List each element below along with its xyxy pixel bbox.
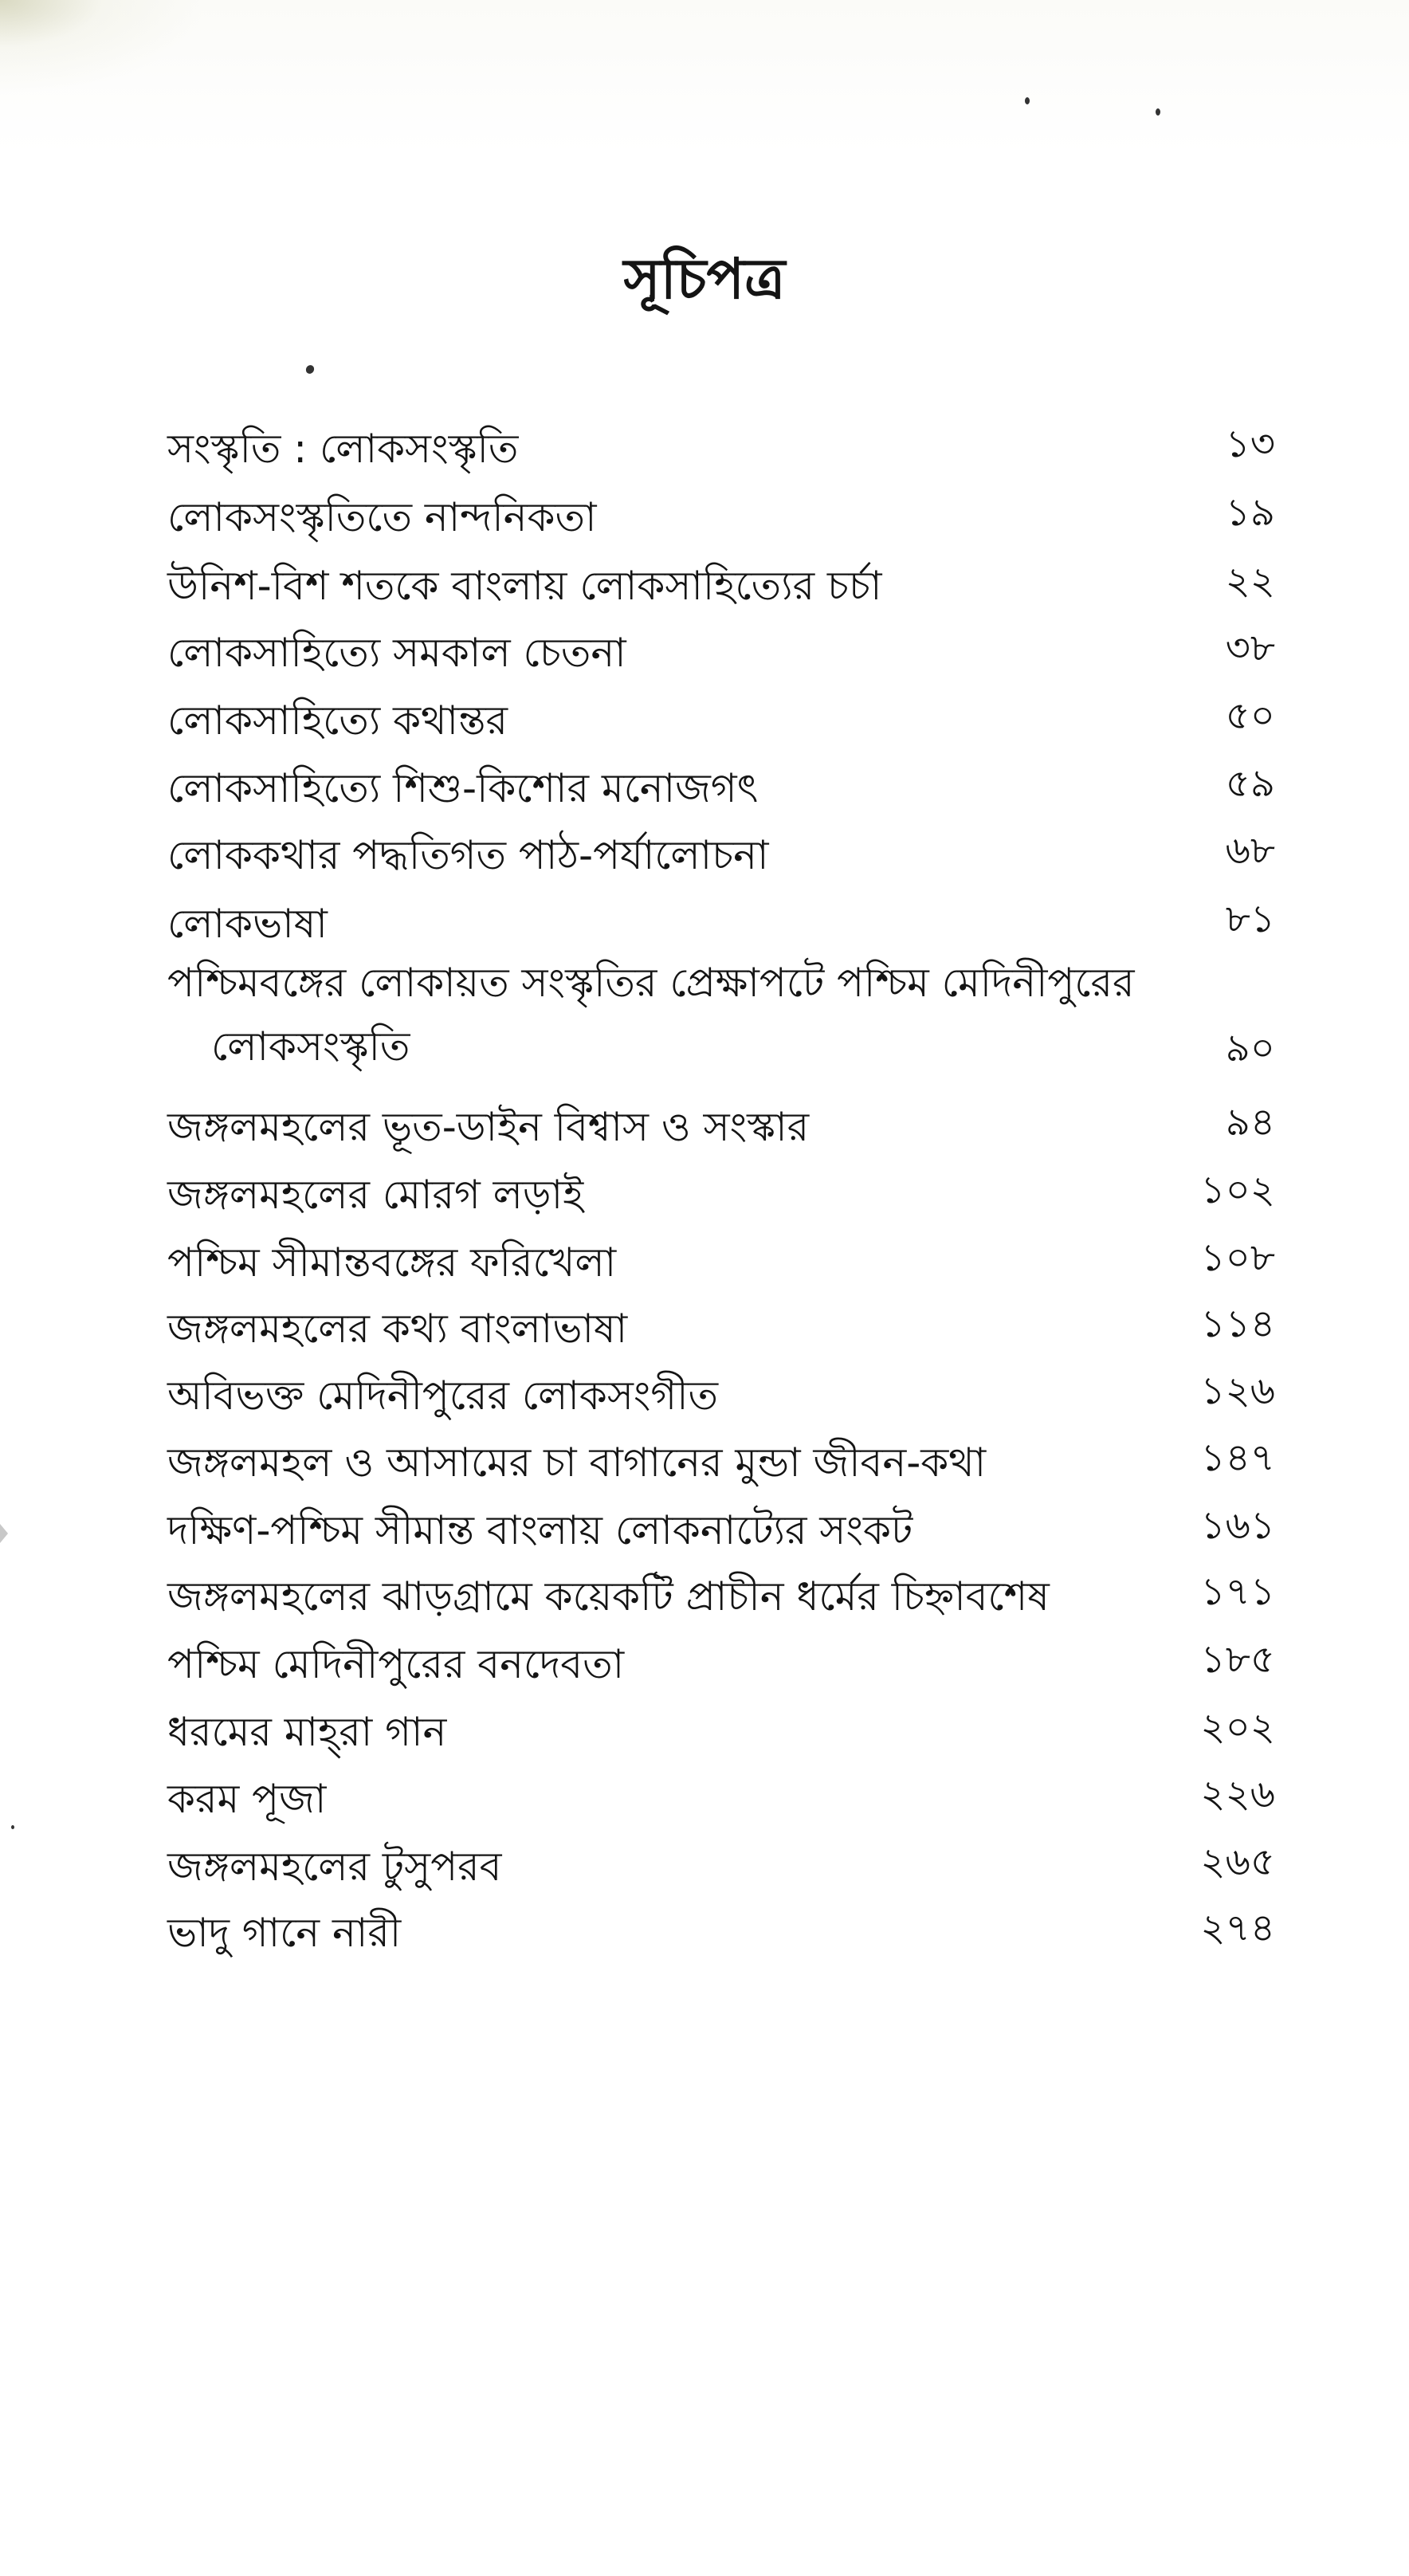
toc-entry-title: লোকভাষা <box>167 901 328 947</box>
toc-entry-page: ১৬১ <box>1200 1503 1275 1548</box>
toc-entry-title: লোকসাহিত্যে শিশু-কিশোর মনোজগৎ <box>167 765 759 811</box>
toc-entry-page: ১৭১ <box>1200 1569 1275 1614</box>
toc-entry-title-line-2: লোকসংস্কৃতি <box>211 1023 410 1070</box>
toc-entry <box>159 750 1275 814</box>
toc-entry-page: ২২ <box>1225 559 1275 603</box>
toc-entry-title <box>167 951 1134 1078</box>
toc-entry-page: ৮১ <box>1225 897 1275 941</box>
toc-entry <box>159 1357 1275 1421</box>
toc-entry-page: ১১৪ <box>1200 1302 1275 1346</box>
toc-entry-title: পশ্চিম মেদিনীপুরের বনদেবতা <box>167 1641 625 1687</box>
toc-entry-title: জঙ্গলমহল ও আসামের চা বাগানের মুন্ডা জীবন-কথা <box>167 1439 987 1486</box>
toc-entry <box>159 548 1275 611</box>
toc-entry-title: জঙ্গলমহলের কথ্য বাংলাভাষা <box>167 1306 628 1352</box>
toc-entry-title: লোকসংস্কৃতিতে নান্দনিকতা <box>167 494 597 540</box>
toc-entry <box>159 1290 1275 1354</box>
toc-entry-page: ১৪৭ <box>1200 1435 1275 1480</box>
toc-entry-page: ২২৬ <box>1200 1772 1275 1816</box>
toc-entry-page: ১০২ <box>1200 1168 1275 1212</box>
toc-entry-page: ১৮৫ <box>1200 1637 1275 1682</box>
toc-entry-page: ১০৮ <box>1200 1235 1275 1280</box>
toc-entry-title: জঙ্গলমহলের মোরগ লড়াই <box>167 1172 584 1218</box>
toc-entry <box>159 886 1275 949</box>
toc-entry-title: দক্ষিণ-পশ্চিম সীমান্ত বাংলায় লোকনাট্যের সংকট <box>167 1507 913 1553</box>
toc-entry-title-line-1: পশ্চিমবঙ্গের লোকায়ত সংস্কৃতির প্রেক্ষাপটে পশ্চিম মেদিনীপুরের <box>167 960 1135 1006</box>
toc-entry-title: লোককথার পদ্ধতিগত পাঠ-পর্যালোচনা <box>167 832 769 878</box>
toc-entry-title: ভাদু গানে নারী <box>167 1910 402 1956</box>
toc-entry <box>159 817 1275 881</box>
toc-entry <box>159 951 1275 1078</box>
toc-entry-page: ৬৮ <box>1225 828 1275 873</box>
toc-entry <box>159 615 1275 678</box>
toc-entry-title: পশ্চিম সীমান্তবঙ্গের ফরিখেলা <box>167 1239 617 1286</box>
toc-entry <box>159 479 1275 543</box>
toc-entry-title: জঙ্গলমহলের ঝাড়গ্রামে কয়েকটি প্রাচীন ধর্মের চিহ্নাবশেষ <box>167 1573 1050 1620</box>
toc-entry <box>159 1694 1275 1757</box>
toc-entry-page: ৯০ <box>1225 1026 1275 1070</box>
toc-entry-page: ৩৮ <box>1225 626 1275 670</box>
toc-entry-title: উনিশ-বিশ শতকে বাংলায় লোকসাহিত্যের চর্চা <box>167 563 882 609</box>
toc-entry-title: জঙ্গলমহলের ভূত-ডাইন বিশ্বাস ও সংস্কার <box>167 1104 810 1150</box>
toc-entry <box>159 1156 1275 1220</box>
toc-entry-title: লোকসাহিত্যে কথান্তর <box>167 697 508 744</box>
toc-entry <box>159 682 1275 746</box>
page-title: সূচিপত্র <box>623 246 786 312</box>
toc-entry <box>159 1558 1275 1622</box>
toc-entry-page: ১৩ <box>1225 422 1275 466</box>
toc-entry-title: করম পূজা <box>167 1776 327 1822</box>
toc-entry <box>159 1424 1275 1488</box>
toc-entry <box>159 1761 1275 1824</box>
toc-entry-title: লোকসাহিত্যে সমকাল চেতনা <box>167 630 626 676</box>
toc-entry-title: সংস্কৃতি : লোকসংস্কৃতি <box>167 426 519 472</box>
toc-entry-page: ৫০ <box>1225 693 1275 738</box>
toc-entry-title: জঙ্গলমহলের টুসুপরব <box>167 1844 502 1890</box>
toc-entry-title: অবিভক্ত মেদিনীপুরের লোকসংগীত <box>167 1372 719 1419</box>
toc-entry-page: ১৯ <box>1225 490 1275 535</box>
toc-entry <box>159 1828 1275 1892</box>
toc-entry <box>159 1089 1275 1153</box>
toc-entry <box>159 410 1275 474</box>
toc-entry <box>159 1492 1275 1556</box>
toc-entry-page: ২৬৫ <box>1200 1840 1275 1884</box>
toc-entry-page: ২০২ <box>1200 1705 1275 1749</box>
toc-entry <box>159 1626 1275 1690</box>
toc-entry-page: ৫৯ <box>1225 761 1275 806</box>
toc-entry-page: ২৭৪ <box>1200 1906 1275 1950</box>
toc-entry <box>159 1895 1275 1958</box>
toc-entry-page: ১২৬ <box>1200 1368 1275 1413</box>
toc-entry-title: ধরমের মাহ্‌রা গান <box>167 1709 447 1755</box>
toc-entry-page: ৯৪ <box>1225 1100 1275 1145</box>
toc-entry <box>159 1224 1275 1288</box>
